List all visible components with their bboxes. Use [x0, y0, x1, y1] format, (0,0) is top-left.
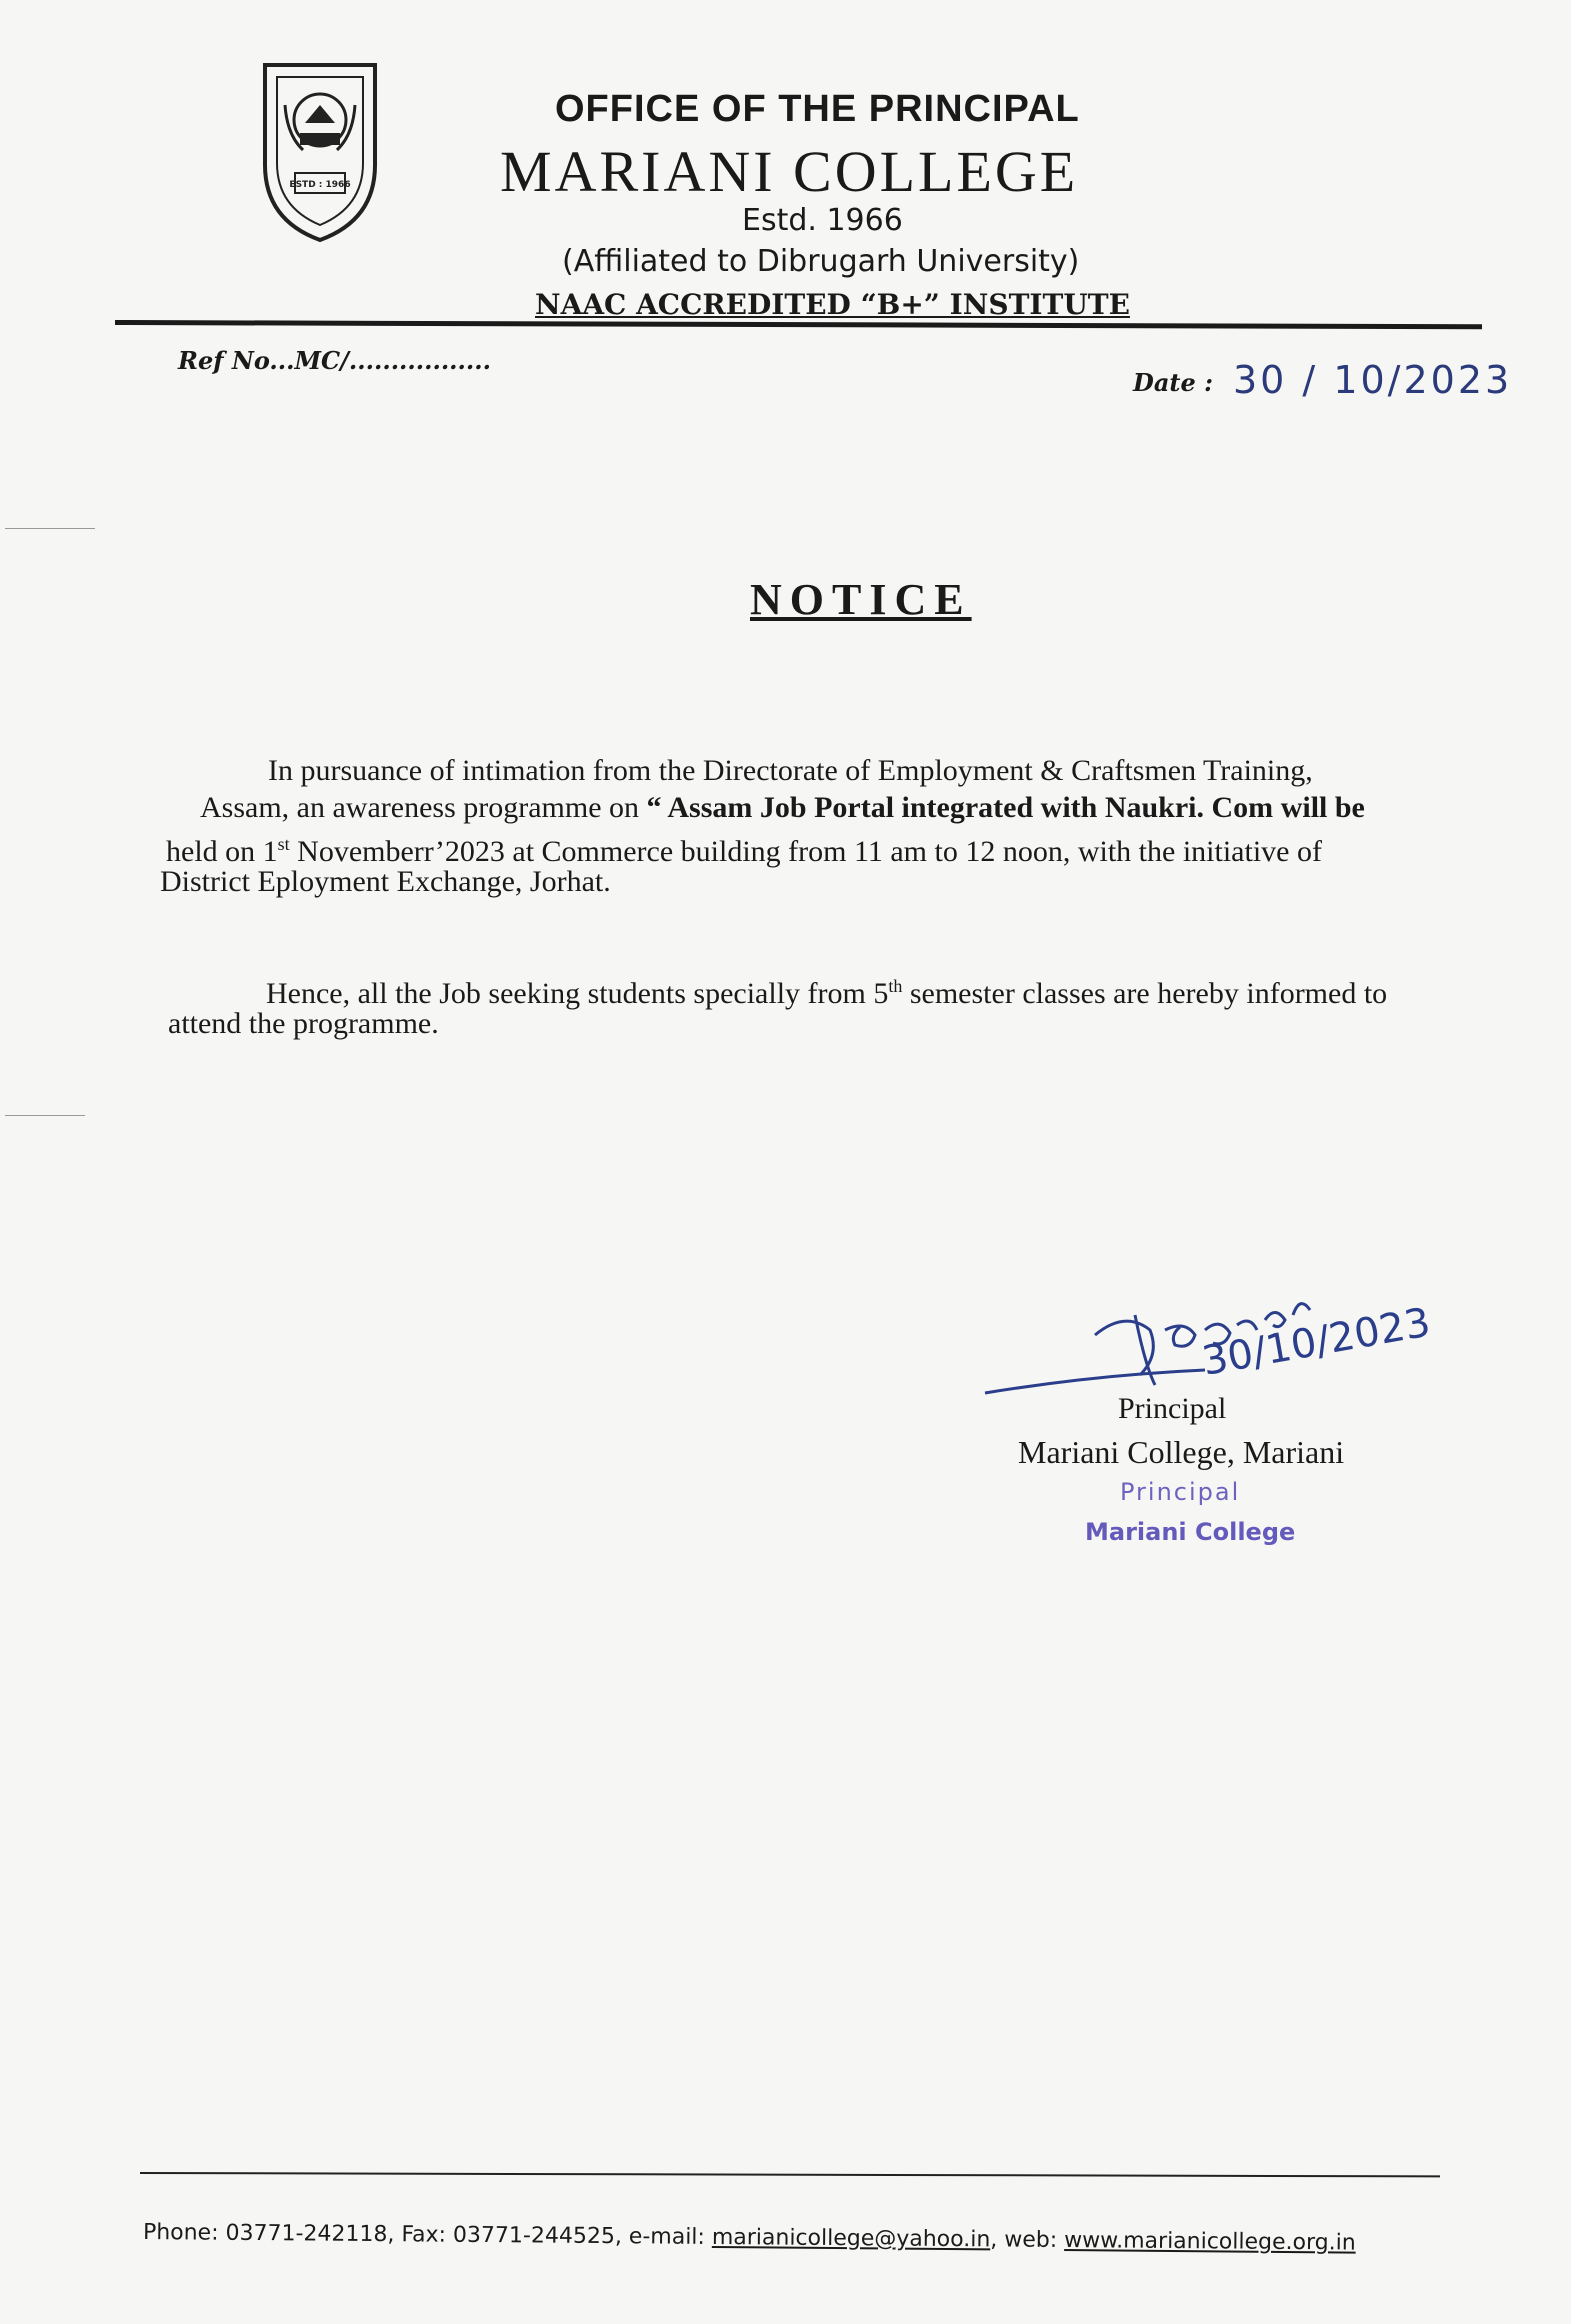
website-link[interactable]: www.marianicollege.org.in: [1064, 2228, 1356, 2256]
established-year: Estd. 1966: [742, 203, 903, 238]
scan-artifact: [5, 1115, 85, 1116]
stamp-college: Mariani College: [1085, 1518, 1296, 1546]
scan-artifact: [5, 528, 95, 529]
notice-paragraph-2-line-2: attend the programme.: [168, 1007, 439, 1040]
notice-paragraph-2-line-1: Hence, all the Job seeking students specially from 5th semester classes are hereby informed to: [266, 976, 1388, 1010]
notice-paragraph-1-line-4: District Eployment Exchange, Jorhat.: [160, 865, 611, 898]
date-label: Date :: [1133, 368, 1213, 397]
office-heading: OFFICE OF THE PRINCIPAL: [555, 88, 1080, 130]
notice-paragraph-1-line-2: Assam, an awareness programme on “ Assam Job Portal integrated with Naukri. Com will be: [200, 791, 1365, 824]
affiliation: (Affiliated to Dibrugarh University): [562, 244, 1080, 279]
header-divider: [115, 320, 1482, 329]
reference-number: Ref No...MC/.................: [178, 346, 491, 375]
stamp-principal: Principal: [1120, 1478, 1241, 1506]
signature-date: 30/10/2023: [1198, 1299, 1434, 1385]
svg-text:ESTD : 1966: ESTD : 1966: [289, 180, 351, 190]
notice-title: NOTICE: [750, 575, 972, 624]
signatory-college: Mariani College, Mariani: [1018, 1434, 1345, 1470]
college-logo-icon: [245, 45, 395, 245]
footer-divider: [140, 2172, 1440, 2177]
signatory-title: Principal: [1118, 1392, 1227, 1425]
footer-contact: Phone: 03771-242118, Fax: 03771-244525, e-mail: marianicollege@yahoo.in, web: www.marianicollege.org.in: [142, 2220, 1356, 2256]
naac-accreditation: NAAC ACCREDITED “B+” INSTITUTE: [535, 288, 1130, 321]
notice-paragraph-1-line-1: In pursuance of intimation from the Directorate of Employment & Craftsmen Training,: [268, 754, 1313, 787]
notice-paragraph-1-line-3: held on 1st Novemberr’2023 at Commerce building from 11 am to 12 noon, with the initiative of: [166, 834, 1322, 868]
college-name: MARIANI COLLEGE: [500, 139, 1079, 204]
email-link[interactable]: marianicollege@yahoo.in: [711, 2224, 991, 2253]
date-value: 30 / 10/2023: [1233, 358, 1513, 402]
